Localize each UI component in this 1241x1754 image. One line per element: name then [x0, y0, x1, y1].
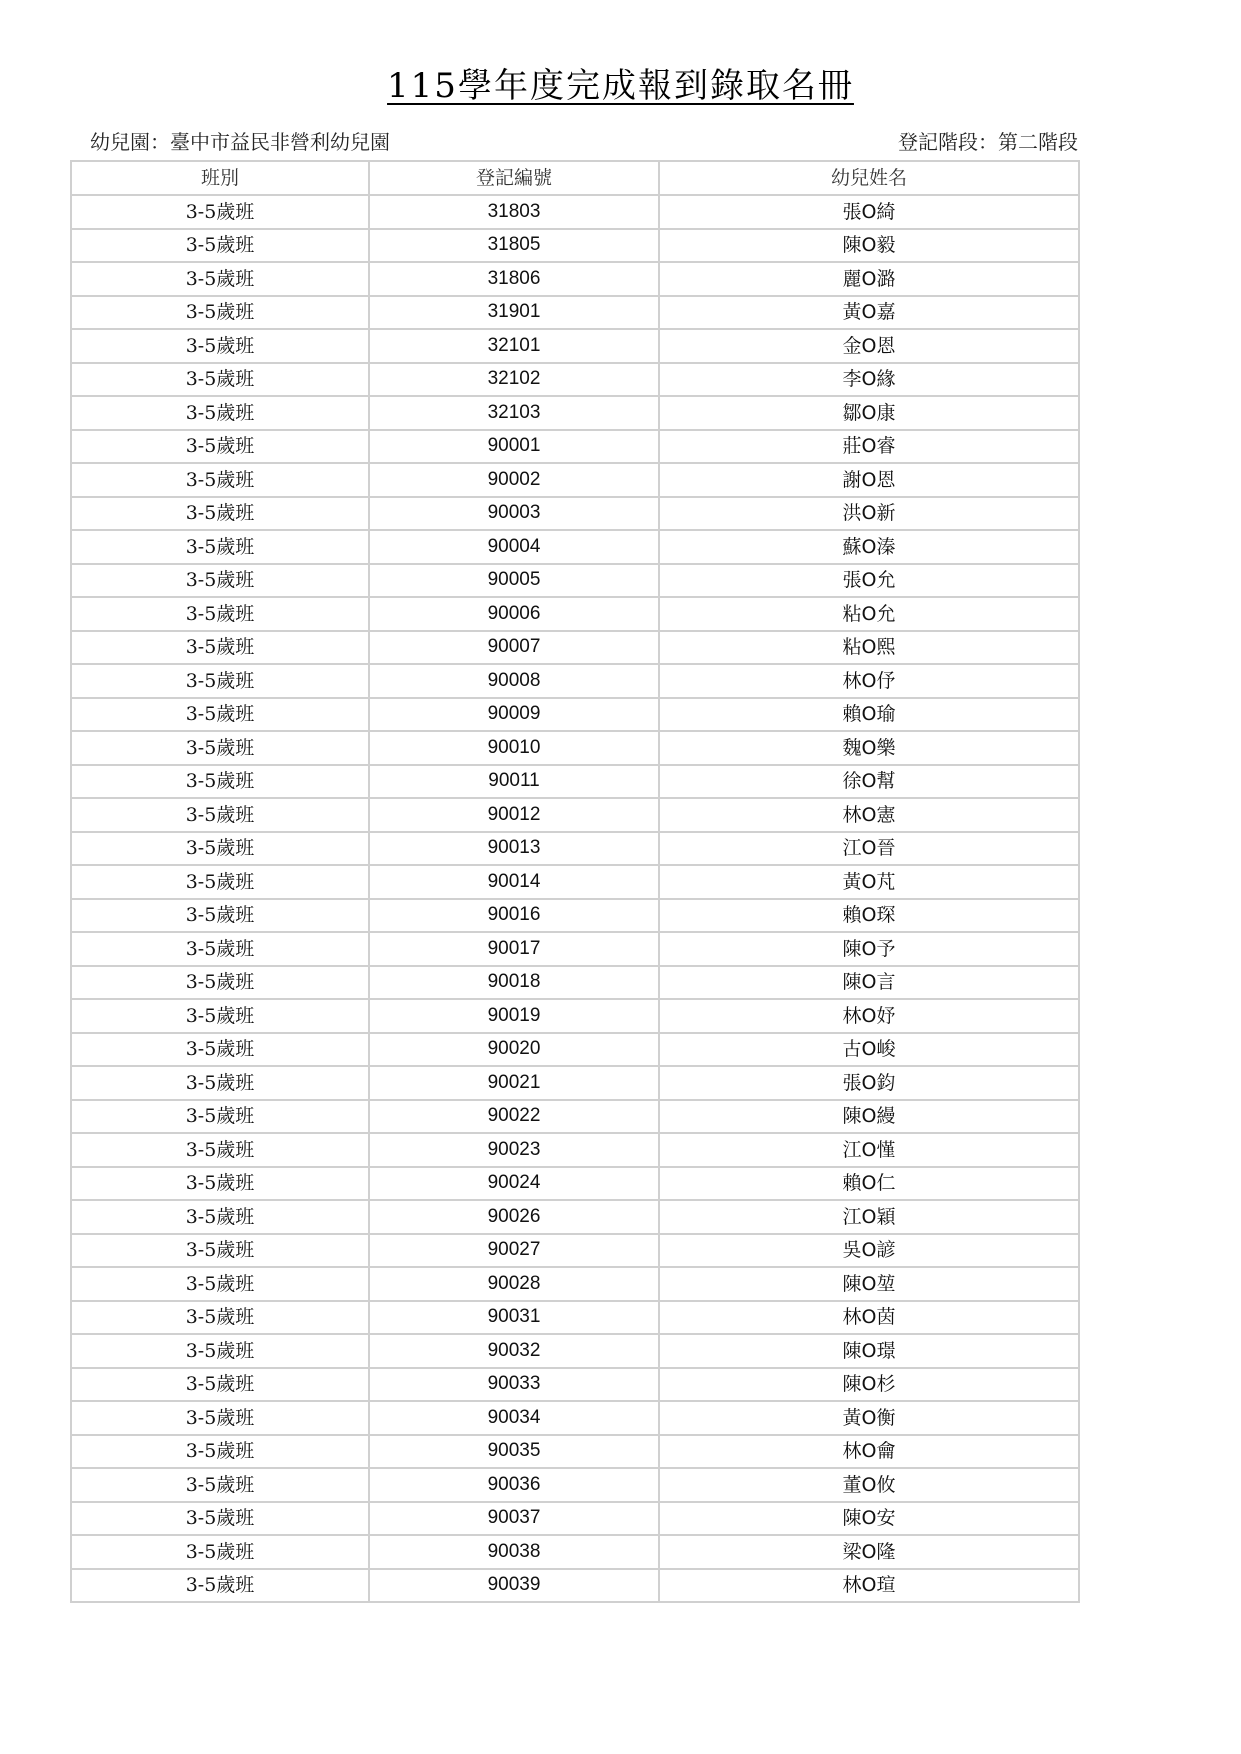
- table-row: [71, 396, 1079, 430]
- table-row: [71, 1100, 1079, 1134]
- class-cell: 3-5歲班: [71, 1033, 369, 1067]
- child-name-cell: 林O茵: [659, 1301, 1079, 1335]
- table-row: [71, 530, 1079, 564]
- table-row: [71, 1468, 1079, 1502]
- class-cell: 3-5歲班: [71, 1267, 369, 1301]
- child-name-cell: 古O峻: [659, 1033, 1079, 1067]
- class-cell: 3-5歲班: [71, 731, 369, 765]
- registration-number-cell: 90016: [369, 899, 659, 933]
- table-row: [71, 1301, 1079, 1335]
- class-cell: 3-5歲班: [71, 698, 369, 732]
- child-name-cell: 陳O安: [659, 1502, 1079, 1536]
- registration-number-cell: 31803: [369, 195, 659, 229]
- child-name-cell: 賴O瑜: [659, 698, 1079, 732]
- registration-number-cell: 90021: [369, 1066, 659, 1100]
- class-cell: 3-5歲班: [71, 597, 369, 631]
- child-name-cell: 張O鈞: [659, 1066, 1079, 1100]
- child-name-cell: 謝O恩: [659, 463, 1079, 497]
- child-name-cell: 黃O衡: [659, 1401, 1079, 1435]
- table-header-row: [71, 161, 1079, 195]
- child-name-cell: 賴O琛: [659, 899, 1079, 933]
- child-name-cell: 陳O毅: [659, 229, 1079, 263]
- table-row: [71, 832, 1079, 866]
- registration-number-cell: 32103: [369, 396, 659, 430]
- child-name-cell: 粘O熙: [659, 631, 1079, 665]
- registration-number-cell: 31806: [369, 262, 659, 296]
- table-row: [71, 698, 1079, 732]
- class-cell: 3-5歲班: [71, 564, 369, 598]
- child-name-cell: 蘇O溱: [659, 530, 1079, 564]
- registration-number-cell: 32102: [369, 363, 659, 397]
- table-row: [71, 1435, 1079, 1469]
- class-cell: 3-5歲班: [71, 1234, 369, 1268]
- child-name-cell: 林O瑄: [659, 1569, 1079, 1603]
- enrollment-table: [70, 160, 1080, 1603]
- registration-number-cell: 90006: [369, 597, 659, 631]
- child-name-cell: 黃O芃: [659, 865, 1079, 899]
- registration-number-cell: 90017: [369, 932, 659, 966]
- class-cell: 3-5歲班: [71, 430, 369, 464]
- child-name-cell: 江O慬: [659, 1133, 1079, 1167]
- class-cell: 3-5歲班: [71, 999, 369, 1033]
- class-cell: 3-5歲班: [71, 1401, 369, 1435]
- child-name-cell: 江O穎: [659, 1200, 1079, 1234]
- class-cell: 3-5歲班: [71, 497, 369, 531]
- registration-number-cell: 90027: [369, 1234, 659, 1268]
- child-name-cell: 林O龠: [659, 1435, 1079, 1469]
- table-row: [71, 1535, 1079, 1569]
- child-name-cell: 董O攸: [659, 1468, 1079, 1502]
- registration-number-cell: 90038: [369, 1535, 659, 1569]
- table-row: [71, 1569, 1079, 1603]
- class-cell: 3-5歲班: [71, 765, 369, 799]
- child-name-cell: 金O恩: [659, 329, 1079, 363]
- column-header-class: 班別: [71, 161, 369, 195]
- registration-number-cell: 90034: [369, 1401, 659, 1435]
- class-cell: 3-5歲班: [71, 1200, 369, 1234]
- table-row: [71, 798, 1079, 832]
- table-row: [71, 1267, 1079, 1301]
- table-row: [71, 430, 1079, 464]
- child-name-cell: 洪O新: [659, 497, 1079, 531]
- registration-number-cell: 31901: [369, 296, 659, 330]
- document-title: [0, 58, 1241, 107]
- child-name-cell: 梁O隆: [659, 1535, 1079, 1569]
- class-cell: 3-5歲班: [71, 1100, 369, 1134]
- class-cell: 3-5歲班: [71, 1066, 369, 1100]
- registration-number-cell: 90020: [369, 1033, 659, 1067]
- table-row: [71, 1200, 1079, 1234]
- table-row: [71, 296, 1079, 330]
- class-cell: 3-5歲班: [71, 1569, 369, 1603]
- child-name-cell: 陳O杉: [659, 1368, 1079, 1402]
- child-name-cell: 張O綺: [659, 195, 1079, 229]
- child-name-cell: 粘O允: [659, 597, 1079, 631]
- class-cell: 3-5歲班: [71, 463, 369, 497]
- table-row: [71, 195, 1079, 229]
- child-name-cell: 賴O仁: [659, 1167, 1079, 1201]
- table-row: [71, 262, 1079, 296]
- registration-number-cell: 90001: [369, 430, 659, 464]
- registration-number-cell: 31805: [369, 229, 659, 263]
- class-cell: 3-5歲班: [71, 1535, 369, 1569]
- table-row: [71, 1033, 1079, 1067]
- class-cell: 3-5歲班: [71, 1502, 369, 1536]
- table-row: [71, 731, 1079, 765]
- table-row: [71, 631, 1079, 665]
- column-header-registration-number: 登記編號: [369, 161, 659, 195]
- class-cell: 3-5歲班: [71, 1468, 369, 1502]
- table-row: [71, 765, 1079, 799]
- table-row: [71, 966, 1079, 1000]
- registration-number-cell: 90024: [369, 1167, 659, 1201]
- child-name-cell: 鄒O康: [659, 396, 1079, 430]
- class-cell: 3-5歲班: [71, 1301, 369, 1335]
- document-title-text: 115學年度完成報到錄取名冊: [387, 66, 854, 106]
- child-name-cell: 陳O予: [659, 932, 1079, 966]
- registration-number-cell: 90039: [369, 1569, 659, 1603]
- registration-number-cell: 90007: [369, 631, 659, 665]
- child-name-cell: 黃O嘉: [659, 296, 1079, 330]
- table-row: [71, 597, 1079, 631]
- class-cell: 3-5歲班: [71, 631, 369, 665]
- child-name-cell: 吳O諺: [659, 1234, 1079, 1268]
- registration-number-cell: 90002: [369, 463, 659, 497]
- registration-number-cell: 90013: [369, 832, 659, 866]
- class-cell: 3-5歲班: [71, 1133, 369, 1167]
- registration-number-cell: 90009: [369, 698, 659, 732]
- class-cell: 3-5歲班: [71, 329, 369, 363]
- table-row: [71, 1502, 1079, 1536]
- child-name-cell: 徐O幫: [659, 765, 1079, 799]
- class-cell: 3-5歲班: [71, 396, 369, 430]
- class-cell: 3-5歲班: [71, 229, 369, 263]
- class-cell: 3-5歲班: [71, 363, 369, 397]
- registration-number-cell: 90028: [369, 1267, 659, 1301]
- table-row: [71, 1334, 1079, 1368]
- table-row: [71, 999, 1079, 1033]
- child-name-cell: 陳O縵: [659, 1100, 1079, 1134]
- class-cell: 3-5歲班: [71, 1334, 369, 1368]
- table-row: [71, 463, 1079, 497]
- child-name-cell: 張O允: [659, 564, 1079, 598]
- registration-number-cell: 90022: [369, 1100, 659, 1134]
- registration-number-cell: 90037: [369, 1502, 659, 1536]
- table-row: [71, 899, 1079, 933]
- child-name-cell: 林O伃: [659, 664, 1079, 698]
- class-cell: 3-5歲班: [71, 798, 369, 832]
- table-row: [71, 564, 1079, 598]
- registration-number-cell: 90023: [369, 1133, 659, 1167]
- child-name-cell: 陳O堃: [659, 1267, 1079, 1301]
- child-name-cell: 麗O潞: [659, 262, 1079, 296]
- registration-number-cell: 90008: [369, 664, 659, 698]
- child-name-cell: 陳O言: [659, 966, 1079, 1000]
- child-name-cell: 李O緣: [659, 363, 1079, 397]
- table-row: [71, 363, 1079, 397]
- class-cell: 3-5歲班: [71, 664, 369, 698]
- registration-number-cell: 90010: [369, 731, 659, 765]
- table-row: [71, 1368, 1079, 1402]
- class-cell: 3-5歲班: [71, 1167, 369, 1201]
- registration-number-cell: 90012: [369, 798, 659, 832]
- registration-number-cell: 90004: [369, 530, 659, 564]
- child-name-cell: 林O憲: [659, 798, 1079, 832]
- child-name-cell: 林O妤: [659, 999, 1079, 1033]
- registration-number-cell: 90026: [369, 1200, 659, 1234]
- column-header-child-name: 幼兒姓名: [659, 161, 1079, 195]
- table-row: [71, 329, 1079, 363]
- table-row: [71, 1234, 1079, 1268]
- table-row: [71, 1401, 1079, 1435]
- child-name-cell: 陳O璟: [659, 1334, 1079, 1368]
- class-cell: 3-5歲班: [71, 1435, 369, 1469]
- table-row: [71, 865, 1079, 899]
- table-row: [71, 932, 1079, 966]
- registration-number-cell: 90019: [369, 999, 659, 1033]
- table-row: [71, 1133, 1079, 1167]
- table-row: [71, 664, 1079, 698]
- kindergarten-name: 幼兒園：臺中市益民非營利幼兒園: [90, 130, 390, 154]
- class-cell: 3-5歲班: [71, 195, 369, 229]
- registration-number-cell: 32101: [369, 329, 659, 363]
- class-cell: 3-5歲班: [71, 530, 369, 564]
- registration-number-cell: 90011: [369, 765, 659, 799]
- child-name-cell: 魏O樂: [659, 731, 1079, 765]
- registration-number-cell: 90005: [369, 564, 659, 598]
- registration-number-cell: 90014: [369, 865, 659, 899]
- registration-number-cell: 90031: [369, 1301, 659, 1335]
- table-row: [71, 229, 1079, 263]
- class-cell: 3-5歲班: [71, 262, 369, 296]
- class-cell: 3-5歲班: [71, 966, 369, 1000]
- table-row: [71, 497, 1079, 531]
- table-row: [71, 1066, 1079, 1100]
- class-cell: 3-5歲班: [71, 1368, 369, 1402]
- class-cell: 3-5歲班: [71, 865, 369, 899]
- child-name-cell: 江O晉: [659, 832, 1079, 866]
- table-row: [71, 1167, 1079, 1201]
- registration-number-cell: 90032: [369, 1334, 659, 1368]
- class-cell: 3-5歲班: [71, 899, 369, 933]
- registration-number-cell: 90018: [369, 966, 659, 1000]
- child-name-cell: 莊O睿: [659, 430, 1079, 464]
- registration-number-cell: 90035: [369, 1435, 659, 1469]
- registration-number-cell: 90003: [369, 497, 659, 531]
- class-cell: 3-5歲班: [71, 832, 369, 866]
- class-cell: 3-5歲班: [71, 932, 369, 966]
- class-cell: 3-5歲班: [71, 296, 369, 330]
- registration-number-cell: 90033: [369, 1368, 659, 1402]
- registration-stage: 登記階段：第二階段: [898, 130, 1078, 154]
- registration-number-cell: 90036: [369, 1468, 659, 1502]
